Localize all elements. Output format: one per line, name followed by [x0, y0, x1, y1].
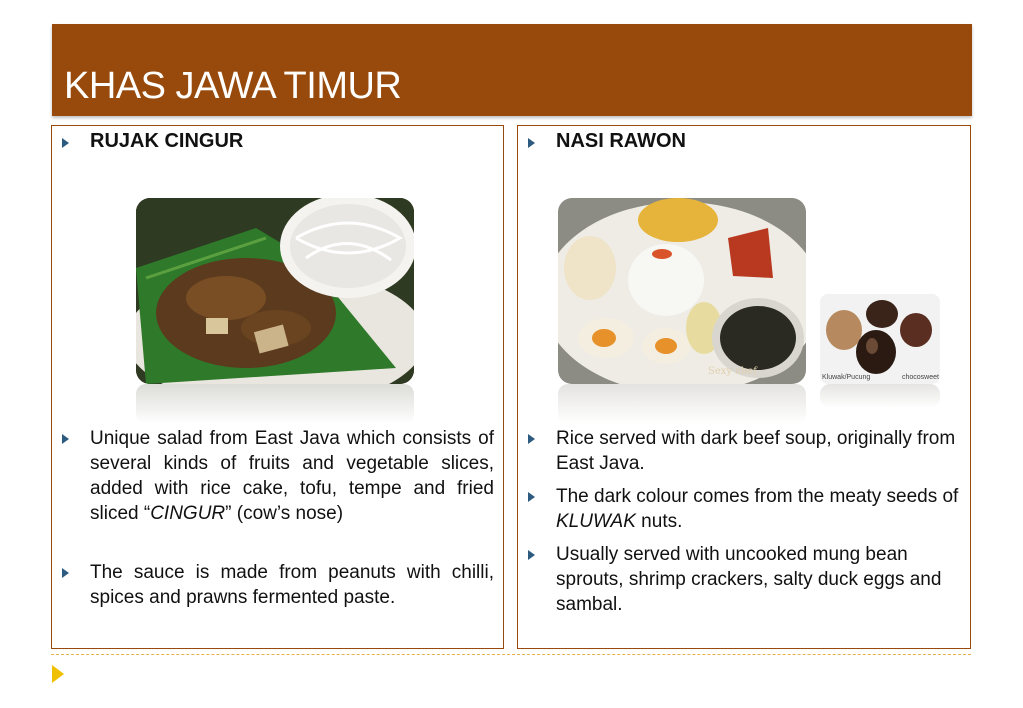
bullet-icon — [528, 434, 535, 444]
bullet-icon — [528, 138, 535, 148]
photo-watermark: Sexy chef — [708, 366, 757, 377]
rawon-bullet-2-text: The dark colour comes from the meaty seeds of — [556, 486, 959, 507]
nasi-rawon-photo — [558, 198, 806, 384]
rujak-bullet-1-text: Unique salad from East Java which consists of several kinds of fruits and vegetable slices, added with rice cake, tofu, tempe and fried sliced “ — [90, 428, 494, 524]
footer-arrow-icon — [52, 665, 64, 683]
rawon-photo-reflection — [558, 384, 806, 424]
rujak-cingur-photo — [136, 198, 414, 384]
cingur-emphasis: CINGUR — [150, 503, 226, 524]
kluwak-nuts-photo — [820, 294, 940, 384]
kluwak-credit: chocosweet — [902, 374, 939, 381]
rawon-bullet-3: Usually served with uncooked mung bean sprouts, shrimp crackers, salty duck eggs and sambal. — [556, 544, 942, 615]
bullet-icon — [62, 138, 69, 148]
kluwak-emphasis: KLUWAK — [556, 511, 636, 532]
kluwak-photo-reflection — [820, 384, 940, 408]
rawon-bullet-2-tail: nuts. — [635, 511, 683, 532]
kluwak-label: Kluwak/Pucung — [822, 374, 871, 381]
nasi-rawon-panel — [517, 125, 971, 649]
rujak-bullet-2: The sauce is made from peanuts with chilli, spices and prawns fermented paste. — [90, 562, 494, 608]
bullet-icon — [528, 550, 535, 560]
rujak-bullet-1 — [90, 426, 494, 526]
rawon-bullet-1: Rice served with dark beef soup, originally from East Java. — [556, 428, 956, 474]
nasi-rawon-heading: NASI RAWON — [556, 130, 686, 152]
rujak-cingur-panel — [51, 125, 504, 649]
title-bar — [52, 24, 972, 116]
rujak-cingur-heading: RUJAK CINGUR — [90, 130, 244, 152]
footer-divider — [51, 654, 971, 655]
bullet-icon — [62, 434, 69, 444]
rujak-photo-reflection — [136, 384, 414, 424]
bullet-icon — [62, 568, 69, 578]
rawon-bullet-2 — [556, 484, 960, 534]
rujak-bullet-1-tail: ” (cow’s nose) — [225, 503, 344, 524]
slide-title: KHAS JAWA TIMUR — [64, 65, 402, 107]
bullet-icon — [528, 492, 535, 502]
